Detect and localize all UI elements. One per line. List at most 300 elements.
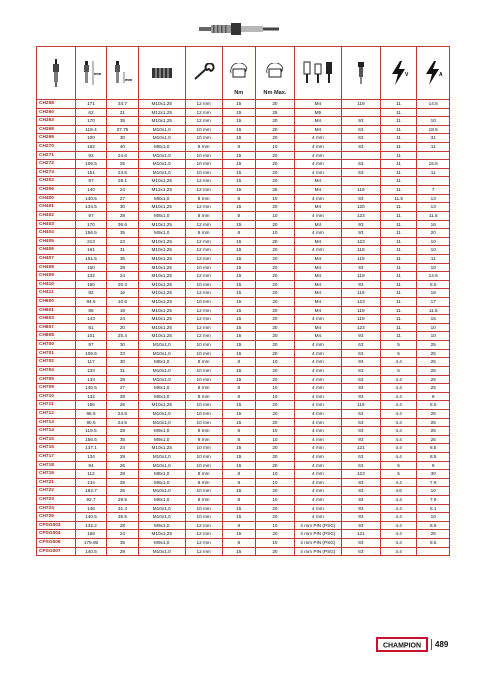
cell-pin-type: 93 [341, 427, 380, 436]
glow-plug-icon [51, 59, 61, 87]
cell-torque-max: 20 [256, 203, 295, 212]
cell-torque: 15 [222, 418, 256, 427]
cell-part-number: CH410 [37, 280, 76, 289]
cell-thread-length: 36.6 [107, 220, 138, 229]
cell-wrench-size: 12 mm [185, 237, 222, 246]
table-row [37, 151, 450, 160]
cell-torque: 15 [222, 168, 256, 177]
cell-voltage: 11 [380, 332, 417, 341]
cell-voltage: 4.4 [380, 384, 417, 393]
cell-torque-max: 20 [256, 272, 295, 281]
cell-voltage: 4.4 [380, 375, 417, 384]
torque-icon [228, 63, 250, 83]
cell-thread-size: M10x1,25 [138, 246, 185, 255]
cell-voltage: 4.4 [380, 435, 417, 444]
cell-torque-max: 10 [256, 427, 295, 436]
cell-connection: 4 mm [294, 358, 341, 367]
cell-thread-size: M8x1,0 [138, 211, 185, 220]
table-row [37, 401, 450, 410]
cell-thread-size: M9x1,0 [138, 435, 185, 444]
table-row [37, 160, 450, 169]
cell-current: 7.9 [417, 496, 450, 505]
cell-thread-size: M10x1,25 [138, 332, 185, 341]
cell-thread-size: M10x1,25 [138, 177, 185, 186]
cell-pin-type: 63 [341, 418, 380, 427]
cell-thread-length: 24.6 [107, 151, 138, 160]
cell-thread-size: M9x1,0 [138, 427, 185, 436]
cell-voltage: 11.5 [380, 194, 417, 203]
table-row [37, 220, 450, 229]
cell-torque-max: 10 [256, 392, 295, 401]
cell-voltage: 4.4 [380, 521, 417, 530]
cell-part-number: CH714 [37, 427, 76, 436]
table-row [37, 332, 450, 341]
cell-current: 13 [417, 203, 450, 212]
cell-torque: 8 [222, 143, 256, 152]
cell-current: 31 [417, 134, 450, 143]
cell-voltage: 4.4 [380, 358, 417, 367]
cell-current: 10 [417, 117, 450, 126]
cell-torque-max: 20 [256, 341, 295, 350]
cell-voltage: 4.4 [380, 513, 417, 522]
table-row [37, 194, 450, 203]
table-header-row [37, 47, 450, 100]
cell-thread-size: M8x1,0 [138, 384, 185, 393]
cell-overall-length: 151.5 [75, 254, 106, 263]
cell-torque-max: 10 [256, 478, 295, 487]
cell-part-number: CH713 [37, 418, 76, 427]
cell-current: 11 [417, 254, 450, 263]
cell-connection: M4 [294, 237, 341, 246]
cell-part-number: CH603 [37, 315, 76, 324]
cell-voltage: 11 [380, 168, 417, 177]
cell-wrench-size: 10 mm [185, 349, 222, 358]
cell-pin-type: 63 [341, 349, 380, 358]
cell-thread-size: M10x1,0 [138, 134, 185, 143]
cell-overall-length: 100 [75, 134, 106, 143]
cell-thread-size: M10x1,25 [138, 100, 185, 109]
cell-voltage: 11 [380, 177, 417, 186]
cell-part-number: CH711 [37, 401, 76, 410]
cell-part-number: CH263 [37, 117, 76, 126]
cell-pin-type: 93 [341, 384, 380, 393]
cell-current: 18.5 [417, 125, 450, 134]
cell-pin-type: 119 [341, 186, 380, 195]
table-row [37, 315, 450, 324]
cell-connection: 4 mm [294, 470, 341, 479]
cell-current: 25 [417, 418, 450, 427]
cell-connection: M4 [294, 100, 341, 109]
cell-wrench-size: 8 mm [185, 194, 222, 203]
cell-part-number: CPSG003 [37, 521, 76, 530]
cell-wrench-size: 10 mm [185, 341, 222, 350]
cell-thread-length: 28 [107, 478, 138, 487]
cell-overall-length: 133 [75, 375, 106, 384]
cell-connection: 4 mm [294, 409, 341, 418]
cell-thread-size: M8x1,0 [138, 143, 185, 152]
cell-thread-size: M10x1,0 [138, 504, 185, 513]
cell-current: 10 [417, 513, 450, 522]
table-row [37, 323, 450, 332]
cell-voltage: 11 [380, 100, 417, 109]
cell-connection: M4 [294, 263, 341, 272]
svg-text:V: V [404, 72, 408, 78]
cell-torque: 15 [222, 203, 256, 212]
cell-wrench-size: 9 mm [185, 435, 222, 444]
cell-connection: 4 mm [294, 246, 341, 255]
table-row [37, 237, 450, 246]
cell-part-number: CH273 [37, 168, 76, 177]
cell-thread-length: 35 [107, 117, 138, 126]
cell-connection: M4 [294, 254, 341, 263]
cell-voltage: 11 [380, 160, 417, 169]
cell-current: 25 [417, 427, 450, 436]
cell-voltage: 11 [380, 143, 417, 152]
cell-overall-length: 143 [75, 315, 106, 324]
cell-part-number: CH719 [37, 470, 76, 479]
cell-connection: M4 [294, 125, 341, 134]
cell-voltage: 4.4 [380, 409, 417, 418]
cell-connection: 4 mm [294, 418, 341, 427]
cell-wrench-size: 8 mm [185, 496, 222, 505]
cell-thread-length: 28 [107, 263, 138, 272]
cell-current: 25 [417, 358, 450, 367]
cell-overall-length: 101 [75, 332, 106, 341]
cell-thread-size: M10x1,0 [138, 168, 185, 177]
table-row [37, 392, 450, 401]
cell-thread-length: 24 [107, 315, 138, 324]
cell-connection: 4 mm [294, 427, 341, 436]
cell-voltage: 4.6 [380, 487, 417, 496]
cell-torque: 15 [222, 254, 256, 263]
cell-part-number: CH269 [37, 134, 76, 143]
cell-wrench-size: 10 mm [185, 461, 222, 470]
cell-torque: 15 [222, 186, 256, 195]
cell-pin-type: 63 [341, 341, 380, 350]
cell-part-number: CH608 [37, 332, 76, 341]
thread-length-icon [112, 59, 132, 87]
cell-connection: 4 mm PIN (PSG) [294, 521, 341, 530]
cell-voltage: 5 [380, 461, 417, 470]
cell-torque-max: 20 [256, 117, 295, 126]
cell-torque-max: 20 [256, 237, 295, 246]
cell-torque-max: 20 [256, 547, 295, 556]
cell-wrench-size: 12 mm [185, 521, 222, 530]
cell-overall-length: 117 [75, 358, 106, 367]
cell-part-number: CH272 [37, 160, 76, 169]
cell-voltage: 5 [380, 470, 417, 479]
cell-current: 18 [417, 289, 450, 298]
cell-torque-max: 25 [256, 186, 295, 195]
cell-thread-length: 28 [107, 470, 138, 479]
cell-torque-max: 20 [256, 504, 295, 513]
cell-part-number: CH718 [37, 461, 76, 470]
cell-overall-length: 62 [75, 108, 106, 117]
cell-pin-type: 93 [341, 332, 380, 341]
cell-overall-length: 119.5 [75, 427, 106, 436]
cell-torque: 8 [222, 539, 256, 548]
cell-overall-length: 140.5 [75, 513, 106, 522]
table-row [37, 280, 450, 289]
cell-overall-length: 112 [75, 470, 106, 479]
pin-icon [355, 60, 367, 86]
cell-torque: 15 [222, 263, 256, 272]
cell-current: 9 [417, 461, 450, 470]
cell-current: 25 [417, 384, 450, 393]
cell-pin-type: 93 [341, 263, 380, 272]
cell-wrench-size: 12 mm [185, 289, 222, 298]
cell-torque: 8 [222, 384, 256, 393]
table-row [37, 435, 450, 444]
cell-wrench-size: 12 mm [185, 254, 222, 263]
cell-part-number: CH406 [37, 246, 76, 255]
table-row [37, 547, 450, 556]
cell-pin-type: 63 [341, 134, 380, 143]
cell-thread-length: 20.3 [107, 280, 138, 289]
cell-thread-length: 27 [107, 384, 138, 393]
cell-connection: M4 [294, 220, 341, 229]
cell-part-number: CH710 [37, 392, 76, 401]
cell-part-number: CH302 [37, 177, 76, 186]
torque-label: Nm [234, 90, 244, 96]
cell-pin-type: 121 [341, 444, 380, 453]
cell-overall-length: 171 [75, 100, 106, 109]
cell-wrench-size: 10 mm [185, 452, 222, 461]
cell-torque-max: 20 [256, 160, 295, 169]
cell-thread-size: M10x1,25 [138, 306, 185, 315]
table-row [37, 539, 450, 548]
cell-part-number: CPSG006 [37, 539, 76, 548]
table-row [37, 452, 450, 461]
cell-current [417, 547, 450, 556]
cell-thread-size: M12x1,25 [138, 186, 185, 195]
cell-torque-max: 20 [256, 280, 295, 289]
cell-torque: 15 [222, 160, 256, 169]
cell-wrench-size: 12 mm [185, 272, 222, 281]
cell-torque-max: 20 [256, 177, 295, 186]
cell-current: 25 [417, 530, 450, 539]
cell-thread-length: 28.1 [107, 177, 138, 186]
cell-part-number: CH715 [37, 435, 76, 444]
cell-voltage: 4.4 [380, 427, 417, 436]
cell-thread-size: M10x1,0 [138, 125, 185, 134]
cell-connection: M4 [294, 177, 341, 186]
cell-connection: M4 [294, 298, 341, 307]
cell-pin-type: 119 [341, 272, 380, 281]
cell-wrench-size: 8 mm [185, 384, 222, 393]
cell-wrench-size: 12 mm [185, 306, 222, 315]
table-row [37, 100, 450, 109]
cell-torque-max: 20 [256, 254, 295, 263]
table-row [37, 358, 450, 367]
cell-wrench-size: 10 mm [185, 444, 222, 453]
cell-torque-max: 20 [256, 332, 295, 341]
cell-thread-length: 27.75 [107, 125, 138, 134]
cell-part-number: CH401 [37, 203, 76, 212]
table-row [37, 229, 450, 238]
cell-part-number: CH705 [37, 375, 76, 384]
cell-overall-length: 179.95 [75, 539, 106, 548]
cell-current [417, 108, 450, 117]
svg-text:CHAMPION: CHAMPION [382, 642, 422, 650]
cell-torque-max: 20 [256, 409, 295, 418]
cell-overall-length: 160 [75, 263, 106, 272]
cell-thread-length: 16 [107, 289, 138, 298]
cell-current: 14.5 [417, 100, 450, 109]
cell-pin-type: 93 [341, 496, 380, 505]
cell-connection: 4 mm [294, 444, 341, 453]
cell-torque-max: 10 [256, 521, 295, 530]
cell-torque: 15 [222, 246, 256, 255]
cell-current: 15.5 [417, 160, 450, 169]
table-row [37, 134, 450, 143]
cell-torque-max: 20 [256, 375, 295, 384]
cell-pin-type: 119 [341, 401, 380, 410]
cell-voltage: 4.4 [380, 392, 417, 401]
cell-thread-size: M10x1,25 [138, 203, 185, 212]
cell-connection: M4 [294, 332, 341, 341]
cell-connection: 4 mm [294, 452, 341, 461]
cell-torque: 15 [222, 298, 256, 307]
cell-overall-length: 213 [75, 237, 106, 246]
cell-overall-length: 133 [75, 366, 106, 375]
cell-connection: 4 mm [294, 151, 341, 160]
cell-torque: 15 [222, 125, 256, 134]
cell-voltage: 11 [380, 263, 417, 272]
cell-pin-type: 63 [341, 168, 380, 177]
cell-wrench-size: 12 mm [185, 315, 222, 324]
cell-pin-type: 93 [341, 487, 380, 496]
svg-text:A: A [439, 72, 443, 78]
cell-thread-length: 35 [107, 435, 138, 444]
cell-voltage: 4.4 [380, 478, 417, 487]
cell-thread-size: M10x1,25 [138, 254, 185, 263]
table-row [37, 341, 450, 350]
cell-overall-length: 170 [75, 220, 106, 229]
cell-thread-size: M10x1,25 [138, 237, 185, 246]
cell-thread-size: M10x1,25 [138, 315, 185, 324]
table-row [37, 272, 450, 281]
cell-thread-length: 29.5 [107, 496, 138, 505]
cell-part-number: CH411 [37, 289, 76, 298]
cell-torque-max: 20 [256, 125, 295, 134]
cell-torque-max: 20 [256, 298, 295, 307]
cell-wrench-size: 8 mm [185, 358, 222, 367]
cell-torque: 8 [222, 496, 256, 505]
cell-voltage: 11 [380, 306, 417, 315]
cell-torque: 15 [222, 220, 256, 229]
table-row [37, 143, 450, 152]
cell-thread-size: M10x1,0 [138, 341, 185, 350]
cell-current: 10 [417, 237, 450, 246]
cell-overall-length: 140.5 [75, 194, 106, 203]
cell-thread-length: 34.7 [107, 100, 138, 109]
cell-connection: 4 mm PIN (PSG) [294, 539, 341, 548]
header-voltage [380, 47, 417, 100]
cell-pin-type: 123 [341, 470, 380, 479]
voltage-bolt-icon [387, 60, 411, 86]
cell-overall-length: 82 [75, 289, 106, 298]
cell-wrench-size: 9 mm [185, 427, 222, 436]
cell-thread-size: M8x1,0 [138, 194, 185, 203]
cell-part-number: CH601 [37, 306, 76, 315]
cell-overall-length: 140 [75, 186, 106, 195]
cell-overall-length: 132.2 [75, 521, 106, 530]
cell-wrench-size: 8 mm [185, 392, 222, 401]
cell-torque-max: 20 [256, 289, 295, 298]
cell-current: 8.5 [417, 452, 450, 461]
cell-overall-length: 97 [75, 211, 106, 220]
glow-plug-photo [199, 18, 281, 40]
cell-wrench-size: 12 mm [185, 246, 222, 255]
cell-current: 25 [417, 349, 450, 358]
cell-overall-length: 118.4 [75, 125, 106, 134]
cell-thread-size: M10x1,0 [138, 366, 185, 375]
cell-part-number: CH600 [37, 298, 76, 307]
table-row [37, 521, 450, 530]
cell-torque-max: 20 [256, 315, 295, 324]
cell-connection: M4 [294, 280, 341, 289]
cell-thread-length: 28 [107, 392, 138, 401]
cell-thread-length: 28 [107, 427, 138, 436]
cell-part-number: CH717 [37, 452, 76, 461]
cell-overall-length: 156.5 [75, 229, 106, 238]
cell-torque-max: 10 [256, 435, 295, 444]
cell-voltage: 5 [380, 366, 417, 375]
cell-wrench-size: 12 mm [185, 332, 222, 341]
cell-wrench-size: 12 mm [185, 323, 222, 332]
cell-thread-length: 29 [107, 452, 138, 461]
cell-torque: 15 [222, 401, 256, 410]
cell-connection: 4 mm [294, 401, 341, 410]
table-row [37, 470, 450, 479]
cell-connection: 4 mm [294, 349, 341, 358]
cell-pin-type: 119 [341, 254, 380, 263]
header-part-number [37, 47, 76, 100]
table-row [37, 375, 450, 384]
cell-thread-size: M10x1,0 [138, 409, 185, 418]
header-thread-size [138, 47, 185, 100]
cell-wrench-size: 10 mm [185, 151, 222, 160]
cell-voltage: 11 [380, 108, 417, 117]
cell-pin-type: 93 [341, 513, 380, 522]
cell-pin-type: 119 [341, 289, 380, 298]
cell-overall-length: 137.1 [75, 444, 106, 453]
table-row [37, 513, 450, 522]
cell-thread-size: M8x1,0 [138, 358, 185, 367]
cell-torque: 8 [222, 470, 256, 479]
cell-pin-type: 119 [341, 100, 380, 109]
cell-overall-length: 168 [75, 530, 106, 539]
cell-voltage: 11 [380, 246, 417, 255]
cell-thread-length: 24 [107, 186, 138, 195]
cell-wrench-size: 10 mm [185, 298, 222, 307]
cell-pin-type: 123 [341, 237, 380, 246]
cell-torque-max: 25 [256, 108, 295, 117]
cell-connection: M4 [294, 203, 341, 212]
cell-part-number: CH403 [37, 220, 76, 229]
cell-current: 8.1 [417, 504, 450, 513]
table-row [37, 117, 450, 126]
cell-thread-length: 35.5 [107, 513, 138, 522]
cell-connection: 4 mm [294, 513, 341, 522]
cell-current: 8.5 [417, 280, 450, 289]
cell-voltage: 11 [380, 203, 417, 212]
cell-part-number: CH404 [37, 229, 76, 238]
cell-wrench-size: 12 mm [185, 100, 222, 109]
cell-torque: 8 [222, 392, 256, 401]
table-row [37, 298, 450, 307]
